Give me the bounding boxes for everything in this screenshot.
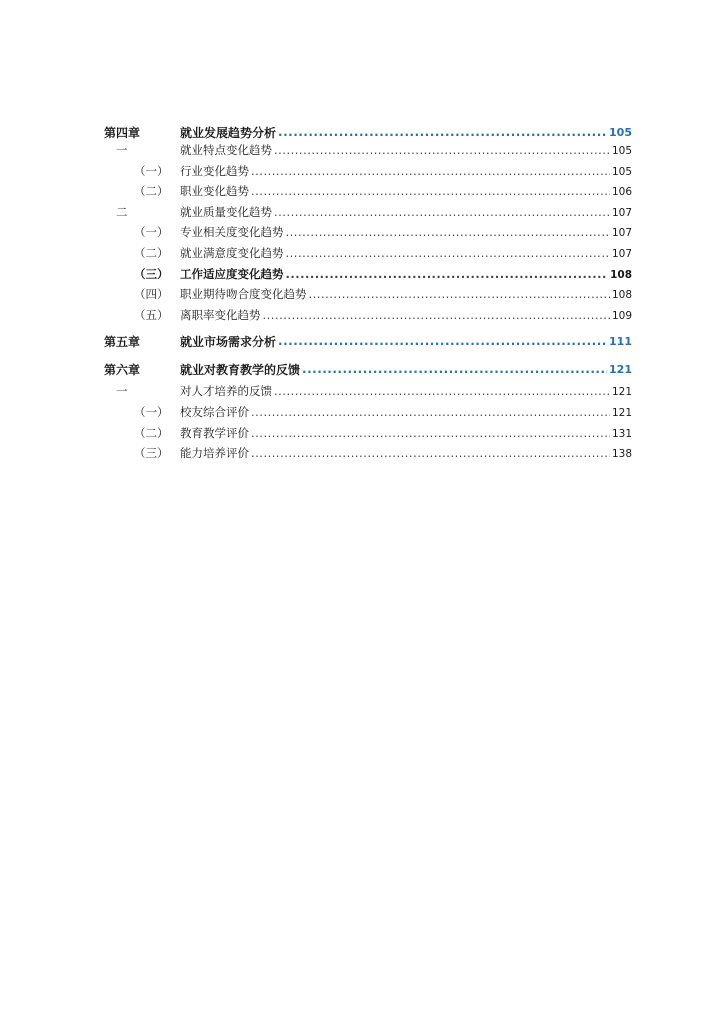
toc-entry-number: （三） [134,446,169,461]
toc-entry-title: 校友综合评价 [180,404,249,419]
toc-entry[interactable] [104,355,632,383]
toc-entry-title: 能力培养评价 [180,446,249,461]
toc-entry-page: 108 [610,268,632,281]
toc-entry-page: 107 [611,227,632,240]
toc-entry[interactable] [104,266,632,287]
toc-entry[interactable] [104,204,632,225]
toc-leader-dots [278,125,607,139]
toc-entry-number: （四） [134,287,169,302]
toc-entry-page: 107 [611,206,632,219]
toc-leader-dots [309,287,610,301]
toc-entry-page: 105 [609,125,632,139]
toc-entry-page: 107 [611,247,632,260]
toc-entry[interactable] [104,327,632,355]
toc-entry[interactable] [104,286,632,307]
toc-entry[interactable] [104,142,632,163]
toc-entry[interactable] [104,383,632,404]
toc-leader-dots [251,184,610,198]
toc-entry-number: 二 [116,204,128,219]
toc-entry-title: 职业期待吻合度变化趋势 [180,287,307,302]
toc-entry[interactable] [104,183,632,204]
toc-entry-page: 105 [611,165,632,178]
toc-entry-number: 第四章 [104,125,141,140]
toc-leader-dots [263,308,610,322]
toc-leader-dots [251,164,610,178]
toc-entry[interactable] [104,163,632,184]
toc-entry-page: 121 [611,406,632,419]
toc-entry-number: （三） [134,266,169,281]
toc-entry-page: 105 [611,145,632,157]
toc-entry[interactable] [104,224,632,245]
toc-entry-page: 121 [609,362,632,376]
toc-entry-title: 行业变化趋势 [180,163,249,178]
toc-entry-page: 131 [611,427,632,440]
toc-entry-title: 职业变化趋势 [180,184,249,199]
toc-entry-number: （二） [134,184,169,199]
toc-entry-title: 教育教学评价 [180,425,249,440]
toc-entry-number: 第六章 [104,362,141,377]
toc-leader-dots [251,426,610,440]
table-of-contents [104,122,632,466]
toc-entry-title: 对人才培养的反馈 [180,384,272,399]
toc-leader-dots [302,362,607,376]
toc-entry-number: 一 [116,384,128,399]
toc-leader-dots [274,205,610,219]
toc-entry-page: 111 [609,334,632,348]
toc-entry-number: （二） [134,245,169,260]
toc-leader-dots [251,405,610,419]
toc-entry[interactable] [104,404,632,425]
toc-entry[interactable] [104,425,632,446]
toc-entry-number: （一） [134,225,169,240]
toc-entry-number: （一） [134,163,169,178]
toc-entry-title: 就业发展趋势分析 [180,125,277,140]
toc-entry-title: 离职率变化趋势 [180,307,261,322]
toc-entry-title: 工作适应度变化趋势 [180,266,284,281]
toc-entry[interactable] [104,445,632,466]
toc-entry-title: 就业满意度变化趋势 [180,245,284,260]
toc-entry-title: 就业对教育教学的反馈 [180,362,301,377]
toc-entry-page: 109 [611,309,632,322]
toc-entry-page: 121 [611,386,632,399]
toc-leader-dots [274,143,610,157]
toc-entry[interactable] [104,307,632,328]
toc-leader-dots [274,384,610,398]
toc-entry-number: （二） [134,425,169,440]
toc-entry[interactable] [104,122,632,142]
toc-leader-dots [278,334,607,348]
toc-leader-dots [251,446,610,460]
toc-entry-number: 一 [116,143,128,157]
toc-entry-page: 138 [611,448,632,461]
toc-leader-dots [286,267,609,281]
toc-entry-page: 108 [611,289,632,302]
toc-entry-title: 就业市场需求分析 [180,334,277,349]
toc-entry-title: 专业相关度变化趋势 [180,225,284,240]
toc-entry-page: 106 [611,186,632,199]
toc-entry-number: （五） [134,307,169,322]
toc-leader-dots [286,246,610,260]
toc-entry-title: 就业质量变化趋势 [180,204,272,219]
toc-entry-number: 第五章 [104,334,141,349]
toc-entry-title: 就业特点变化趋势 [180,143,272,157]
toc-entry[interactable] [104,245,632,266]
toc-entry-number: （一） [134,404,169,419]
toc-leader-dots [286,225,610,239]
